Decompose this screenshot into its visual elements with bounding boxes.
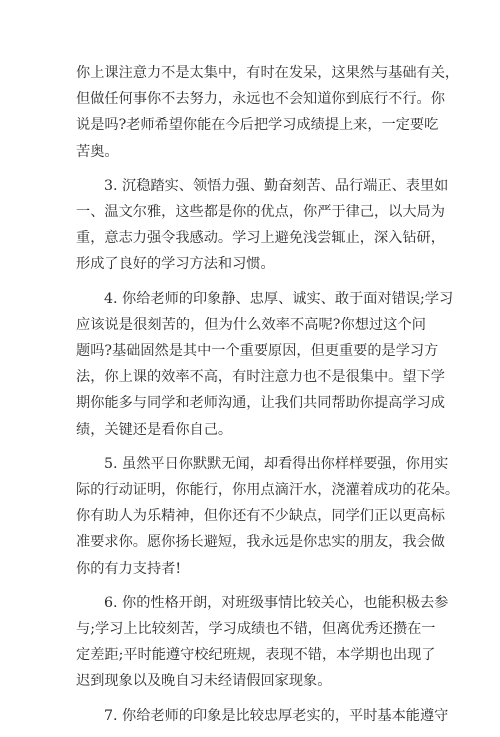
text-line: 苦奥。	[76, 143, 119, 160]
text-line: 重，意志力强令我感动。学习上避免浅尝辄止，深入钻研，	[76, 230, 445, 247]
text-line: 应该说是很刻苦的，但为什么效率不高呢?你想过这个问	[76, 316, 426, 333]
text-line: 法，你上课的效率不高，有时注意力也不是很集中。望下学	[76, 369, 445, 386]
text-line: 题吗?基础固然是其中一个重要原因，但更重要的是学习方	[76, 343, 439, 360]
text-line: 你的有力支持者!	[76, 560, 182, 577]
text-line: 际的行动证明，你能行，你用点滴汗水，浇灌着成功的花朵。	[76, 482, 460, 499]
text-line: 说是吗?老师希望你能在今后把学习成绩提上来，一定要吃	[76, 117, 439, 134]
paragraph-comment-4	[76, 286, 454, 443]
text-line: 5. 虽然平日你默默无闻，却看得出你样样要强，你用实	[104, 455, 449, 472]
text-line: 期你能多与同学和老师沟通，让我们共同帮助你提高学习成	[76, 395, 445, 412]
text-line: 形成了良好的学习方法和习惯。	[76, 256, 275, 273]
paragraph-comment-3	[76, 173, 449, 278]
paragraph-continuation	[76, 60, 460, 165]
text-line: 3. 沉稳踏实、领悟力强、勤奋刻苦、品行端正、表里如	[104, 177, 449, 194]
paragraph-comment-5	[76, 451, 460, 582]
text-line: 一、温文尔雅，这些都是你的优点，你严于律己，以大局为	[76, 204, 445, 221]
text-line: 准要求你。愿你扬长避短，我永远是你忠实的朋友，我会做	[76, 534, 445, 551]
text-line: 7. 你给老师的印象是比较忠厚老实的，平时基本能遵守	[104, 707, 449, 724]
text-line: 迟到现象以及晚自习未经请假回家现象。	[76, 673, 332, 690]
text-line: 绩，关键还是看你自己。	[76, 421, 233, 438]
text-line: 6. 你的性格开朗，对班级事情比较关心，也能积极去参	[104, 594, 449, 611]
text-line: 你上课注意力不是太集中，有时在发呆，这果然与基础有关，	[76, 65, 460, 81]
text-line: 你有助人为乐精神，但你还有不少缺点，同学们正以更高标	[76, 508, 445, 525]
text-line: 定差距;平时能遵守校纪班规，表现不错，本学期也出现了	[76, 647, 436, 664]
document-body	[76, 60, 460, 737]
text-line: 与;学习上比较刻苦，学习成绩也不错，但离优秀还攒在一	[76, 621, 436, 638]
text-line: 4. 你给老师的印象静、忠厚、诚实、敢于面对错误;学习	[104, 290, 454, 307]
paragraph-comment-6	[76, 590, 449, 695]
text-line: 但做任何事你不去努力，永远也不会知道你到底行不行。你	[76, 91, 445, 108]
